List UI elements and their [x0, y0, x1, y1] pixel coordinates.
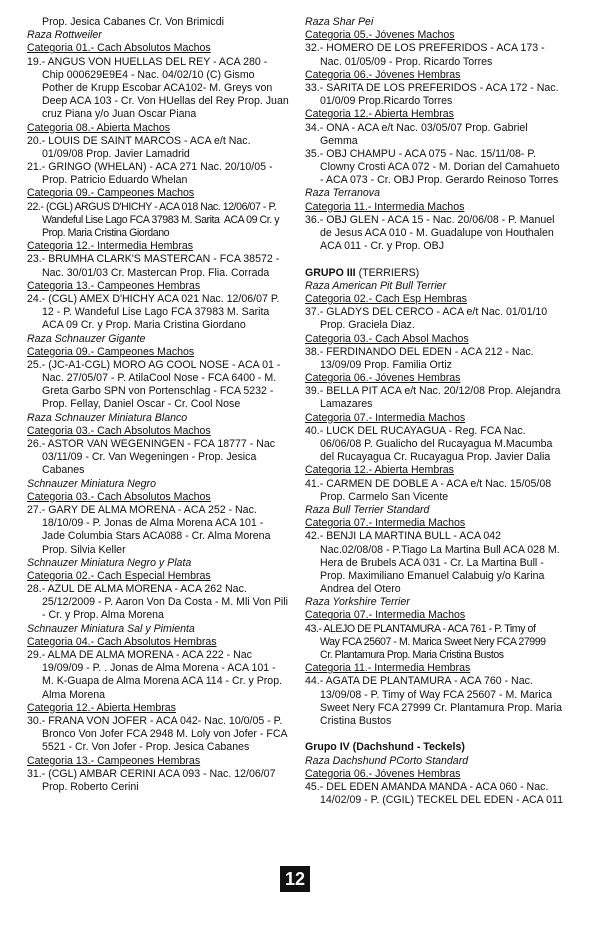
category-heading: Categoria 09.- Campeones Machos	[27, 187, 195, 200]
category-heading: Categoria 06.- Jóvenes Hembras	[305, 767, 461, 780]
breed-heading: Deep ACA 103 - Cr. Von HUellas del Rey Prop. Juan	[42, 95, 289, 108]
breed-heading: Chip 000629E9E4 - Nac. 04/02/10 (C) Gismo	[42, 68, 255, 81]
breed-heading: 12 - P. Wandeful Lise Lago FCA 37983 M. Sarita	[42, 306, 270, 319]
breed-heading: Nac. 01/05/09 - Prop. Ricardo Torres	[320, 55, 493, 68]
breed-heading: Cristina Bustos	[320, 714, 392, 727]
breed-heading: 25/12/2009 - P. Aaron Von Da Costa - M. Mli Von Pili	[42, 596, 288, 609]
breed-heading: 13/09/08 - P. Timy of Way FCA 25607 - M. Marica	[320, 688, 552, 701]
category-heading: Categoria 03.- Cach Absolutos Machos	[27, 490, 211, 503]
category-heading: Categoria 13.- Campeones Hembras	[27, 279, 201, 292]
breed-heading: Andrea del Otero	[320, 583, 401, 596]
breed-heading: 19/09/09 - P. . Jonas de Alma Morena - ACA 101 -	[42, 662, 276, 675]
breed-heading: Bronco Von Jofer FCA 2948 M. Loly von Jofer - FCA	[42, 728, 288, 741]
category-heading: Categoria 11.- Intermedia Hembras	[305, 662, 471, 675]
group-heading	[305, 267, 573, 280]
entry-line: 37.- GLADYS DEL CERCO - ACA e/t Nac. 01/01/10	[305, 306, 548, 319]
breed-heading: cruz Piana y/o Juan Oscar Piana	[42, 108, 197, 121]
right-column	[305, 16, 573, 807]
entry-line: 19.- ANGUS VON HUELLAS DEL REY - ACA 280 -	[27, 55, 268, 68]
breed-heading: Schnauzer Miniatura Negro y Plata	[27, 556, 192, 569]
breed-heading: Pother de Krupp Escobar ACA102- M. Greys von	[42, 81, 273, 94]
breed-heading: Alma Morena	[42, 688, 105, 701]
category-heading: Categoria 13.- Campeones Hembras	[27, 754, 201, 767]
breed-heading: 03/11/09 - Cr. Van Wegeningen - Prop. Jesica	[42, 451, 257, 464]
entry-line: 20.- LOUIS DE SAINT MARCOS - ACA e/t Nac.	[27, 134, 251, 147]
category-heading: Categoria 07.- Intermedia Machos	[305, 411, 466, 424]
entry-line: 45.- DEL EDEN AMANDA MANDA - ACA 060 - Nac.	[305, 780, 549, 793]
breed-heading: ACA 011 - Cr. y Prop. OBJ	[320, 240, 445, 253]
breed-heading: Gemma	[320, 134, 358, 147]
entry-line: 33.- SARITA DE LOS PREFERIDOS - ACA 172 - Nac.	[305, 81, 559, 94]
entry-line: 28.- AZUL DE ALMA MORENA - ACA 262 Nac.	[27, 583, 247, 596]
breed-heading: Raza Schnauzer Gigante	[27, 332, 146, 345]
breed-heading: 01/0/09 Prop.Ricardo Torres	[320, 95, 453, 108]
entry-line: 41.- CARMEN DE DOBLE A - ACA e/t Nac. 15/05/08	[305, 477, 552, 490]
entry-line: 44.- AGATA DE PLANTAMURA - ACA 760 - Nac.	[305, 675, 533, 688]
breed-heading: Raza Rottweiler	[27, 29, 102, 42]
entry-line: 39.- BELLA PIT ACA e/t Nac. 20/12/08 Prop. Alejandra	[305, 385, 561, 398]
breed-heading: Cabanes	[42, 464, 85, 477]
entry-line: 25.- (JC-A1-CGL) MORO AG COOL NOSE - ACA 01 -	[27, 358, 281, 371]
breed-heading: Greta Garbo SPN von Portenschlag - FCA 5232 -	[42, 385, 274, 398]
category-heading: Categoria 08.- Abierta Machos	[27, 121, 171, 134]
breed-heading: 18/10/09 - P. Jonas de Alma Morena ACA 101 -	[42, 517, 264, 530]
entry-line: 42.- BENJI LA MARTINA BULL - ACA 042	[305, 530, 502, 543]
entry-line: 29.- ALMA DE ALMA MORENA - ACA 222 - Nac	[27, 649, 252, 661]
entry-line: 21.- GRINGO (WHELAN) - ACA 271 Nac. 20/10/05 -	[27, 161, 273, 174]
entry-line: 23.- BRUMHA CLARK'S MASTERCAN - FCA 38572 -	[27, 253, 280, 266]
breed-heading: Nac. 30/01/03 Cr. Mastercan Prop. Flia. Corrada	[42, 266, 270, 279]
category-heading: Categoria 12.- Abierta Hembras	[27, 701, 176, 714]
breed-heading: Wandeful Lise Lago FCA 37983 M. Sarita ACA 09 Cr. y	[42, 213, 280, 226]
breed-heading: Prop. Maria Cristina Giordano	[42, 227, 170, 239]
category-heading: Categoria 03.- Cach Absol Machos	[305, 332, 469, 345]
category-heading: Categoria 07.- Intermedia Machos	[305, 517, 466, 530]
breed-heading: Prop. Fellay, Daniel Oscar - Cr. Cool Nose	[42, 398, 241, 411]
breed-heading: Raza Dachshund PCorto Standard	[305, 754, 469, 767]
category-heading: Categoria 12.- Abierta Hembras	[305, 108, 454, 121]
entry-line: 38.- FERDINANDO DEL EDEN - ACA 212 - Nac.	[305, 345, 534, 358]
breed-heading: Raza Schnauzer Miniatura Blanco	[27, 411, 188, 424]
breed-heading: - ACA 073 - Cr. OBJ Prop. Gerardo Reinoso Torres	[320, 174, 559, 187]
entry-line: 26.- ASTOR VAN WEGENINGEN - FCA 18777 - Nac	[27, 438, 276, 450]
breed-heading: Clowny Crosti ACA 072 - M. Dorian del Camahueto	[320, 161, 560, 174]
breed-heading: Raza Yorkshire Terrier	[305, 596, 410, 609]
breed-heading: - Cr. y Prop. Alma Morena	[42, 609, 164, 622]
breed-heading: 06/06/08 P. Gualicho del Rucayagua M.Macumba	[320, 438, 553, 450]
breed-heading: Prop. Carmelo San Vicente	[320, 490, 449, 503]
breed-heading: 14/02/09 - P. (CGIL) TECKEL DEL EDEN - ACA 011	[320, 794, 563, 807]
breed-heading: Nac. 27/05/07 - P. AtilaCool Nose - FCA 6400 - M.	[42, 372, 277, 385]
spacer	[305, 253, 573, 266]
breed-heading: de Jesus ACA 010 - M. Guadalupe von Houthalen	[320, 227, 554, 239]
category-heading: Categoria 04.- Cach Absolutos Hembras	[27, 635, 217, 648]
breed-heading: Raza Bull Terrier Standard	[305, 503, 430, 516]
breed-heading: Prop. Patricio Eduardo Whelan	[42, 174, 188, 187]
page-number: 12	[280, 866, 310, 892]
category-heading: Categoria 03.- Cach Absolutos Machos	[27, 424, 211, 437]
breed-heading: Prop. Maximiliano Emanuel Calabuig y/o Karina	[320, 569, 545, 582]
category-heading: Categoria 05.- Jóvenes Machos	[305, 29, 455, 42]
breed-heading: Raza American Pit Bull Terrier	[305, 279, 447, 292]
entry-line: 22.- (CGL) ARGUS D'HICHY - ACA 018 Nac. 12/06/07 - P.	[27, 200, 277, 213]
breed-heading: del Rucayagua Cr. Rucayagua Prop. Javier Dalia	[320, 451, 551, 464]
left-column	[27, 16, 295, 794]
category-heading: Categoria 02.- Cach Esp Hembras	[305, 292, 467, 305]
category-heading: Categoria 09.- Campeones Machos	[27, 345, 195, 358]
breed-heading: Raza Terranova	[305, 187, 380, 200]
breed-heading: Cr. Plantamura Prop. Maria Cristina Bustos	[320, 649, 504, 661]
breed-heading: Prop. Jesica Cabanes Cr. Von Brimicdi	[42, 16, 224, 28]
breed-heading: Way FCA 25607 - M. Marica Sweet Nery FCA 27999	[320, 635, 546, 648]
category-heading: Categoria 11.- Intermedia Machos	[305, 200, 465, 213]
entry-line: 24.- (CGL) AMEX D'HICHY ACA 021 Nac. 12/06/07 P.	[27, 292, 280, 305]
breed-heading: Lamazares	[320, 398, 373, 411]
breed-heading: Sweet Nery FCA 27999 Cr. Plantamura Prop. Maria	[320, 701, 562, 714]
category-heading: Categoria 12.- Abierta Hembras	[305, 464, 454, 477]
breed-heading: Prop. Roberto Cerini	[42, 780, 139, 793]
breed-heading: ACA 09 Cr. y Prop. Maria Cristina Giordano	[42, 319, 246, 332]
breed-heading: Jade Columbia Stars ACA088 - Cr. Alma Morena	[42, 530, 271, 543]
entry-line: 36.- OBJ GLEN - ACA 15 - Nac. 20/06/08 - P. Manuel	[305, 213, 555, 226]
entry-line: 43.- ALEJO DE PLANTAMURA - ACA 761 - P. Timy of	[305, 622, 536, 635]
breed-heading: Prop. Graciela Diaz.	[320, 319, 415, 332]
entry-line: 30.- FRANA VON JOFER - ACA 042- Nac. 10/0/05 - P.	[27, 714, 283, 727]
category-heading: Categoria 06.- Jóvenes Hembras	[305, 372, 461, 385]
breed-heading: Prop. Silvia Keller	[42, 543, 126, 556]
spacer	[305, 728, 573, 741]
breed-heading: Schnauzer Miniatura Negro	[27, 477, 156, 490]
breed-heading: M. K-Guapa de Alma Morena ACA 114 - Cr. y Prop.	[42, 675, 283, 688]
entry-line: 32.- HOMERO DE LOS PREFERIDOS - ACA 173 -	[305, 42, 545, 55]
breed-heading: Hera de Brubels ACA 031 - Cr. La Martina Bull -	[320, 556, 544, 569]
entry-line: 35.- OBJ CHAMPU - ACA 075 - Nac. 15/11/08- P.	[305, 147, 537, 160]
entry-line: 31.- (CGL) AMBAR CERINI ACA 093 - Nac. 12/06/07	[27, 767, 276, 780]
breed-heading: Raza Shar Pei	[305, 16, 374, 28]
category-heading: Categoria 01.- Cach Absolutos Machos	[27, 42, 211, 55]
breed-heading: Schnauzer Miniatura Sal y Pimienta	[27, 622, 195, 635]
breed-heading: 13/09/09 Prop. Familia Ortiz	[320, 358, 452, 371]
breed-heading: 5521 - Cr. Von Jofer - Prop. Jesica Cabanes	[42, 741, 250, 754]
breed-heading: Nac.02/08/08 - P.Tiago La Martina Bull ACA 028 M.	[320, 543, 560, 556]
category-heading: Categoria 02.- Cach Especial Hembras	[27, 569, 211, 582]
entry-line: 40.- LUCK DEL RUCAYAGUA - Reg. FCA Nac.	[305, 424, 526, 437]
group-title: GRUPO III	[305, 266, 356, 279]
group-heading: Grupo IV (Dachshund - Teckels)	[305, 741, 465, 754]
category-heading: Categoria 06.- Jóvenes Hembras	[305, 68, 461, 81]
entry-line: 34.- ONA - ACA e/t Nac. 03/05/07 Prop. Gabriel	[305, 121, 528, 134]
category-heading: Categoria 12.- Intermedia Hembras	[27, 240, 194, 253]
group-subtitle: (TERRIERS)	[355, 266, 420, 279]
category-heading: Categoria 07.- Intermedia Machos	[305, 609, 466, 622]
breed-heading: 01/09/08 Prop. Javier Lamadrid	[42, 147, 190, 160]
entry-line: 27.- GARY DE ALMA MORENA - ACA 252 - Nac.	[27, 503, 257, 516]
